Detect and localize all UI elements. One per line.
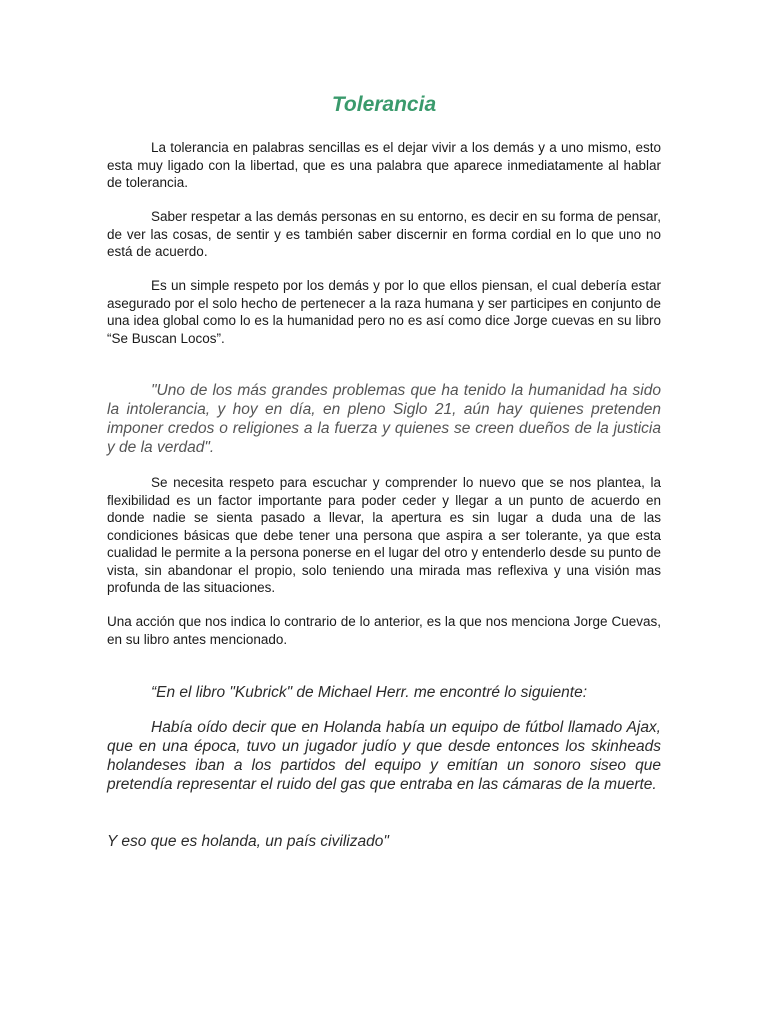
paragraph-2: Saber respetar a las demás personas en su entorno, es decir en su forma de pensar, de ver las cosas, de sentir y es también saber discernir en forma cordial en lo que uno no está de acuerdo. xyxy=(107,209,661,259)
paragraph-1: La tolerancia en palabras sencillas es el dejar vivir a los demás y a uno mismo, esto esta muy ligado con la libertad, que es una palabra que aparece inmediatamente al hablar de tolerancia. xyxy=(107,140,661,190)
document-title: Tolerancia xyxy=(331,93,437,116)
paragraph-4: Se necesita respeto para escuchar y comprender lo nuevo que se nos plantea, la flexibilidad es un factor importante para poder ceder y llegar a un punto de acuerdo en donde nadie se sienta pasado a llevar, la apertura es sin lugar a duda una de las condiciones básicas que debe tener una persona que aspira a ser tolerante, ya que esta cualidad le permite a la persona ponerse en el lugar del otro y entenderlo desde su punto de vista, sin abandonar el propio, solo teniendo una mirada mas reflexiva y una visión mas profunda de las situaciones. xyxy=(107,475,661,595)
paragraph-5: Una acción que nos indica lo contrario de lo anterior, es la que nos menciona Jorge Cuevas, en su libro antes mencionado. xyxy=(107,614,661,647)
quote-intolerance: "Uno de los más grandes problemas que ha tenido la humanidad ha sido la intolerancia, y hoy en día, en pleno Siglo 21, aún hay quienes pretenden imponer credos o religiones a la fuerza y quienes se creen dueños de la justicia y de la verdad". xyxy=(107,382,661,456)
quote-holland: Y eso que es holanda, un país civilizado" xyxy=(107,833,389,850)
quote-kubrick-intro: “En el libro "Kubrick" de Michael Herr. me encontré lo siguiente: xyxy=(151,684,588,701)
quote-ajax-story: Había oído decir que en Holanda había un equipo de fútbol llamado Ajax, que en una época, tuvo un jugador judío y que desde entonces los skinheads holandeses iban a los partidos del equipo y emitían un sonoro siseo que pretendía representar el ruido del gas que entraba en las cámaras de la muerte. xyxy=(107,719,661,793)
paragraph-3: Es un simple respeto por los demás y por lo que ellos piensan, el cual debería estar asegurado por el solo hecho de pertenecer a la raza humana y ser participes en conjunto de una idea global como lo es la humanidad pero no es así como dice Jorge cuevas en su libro “Se Buscan Locos”. xyxy=(107,278,661,346)
